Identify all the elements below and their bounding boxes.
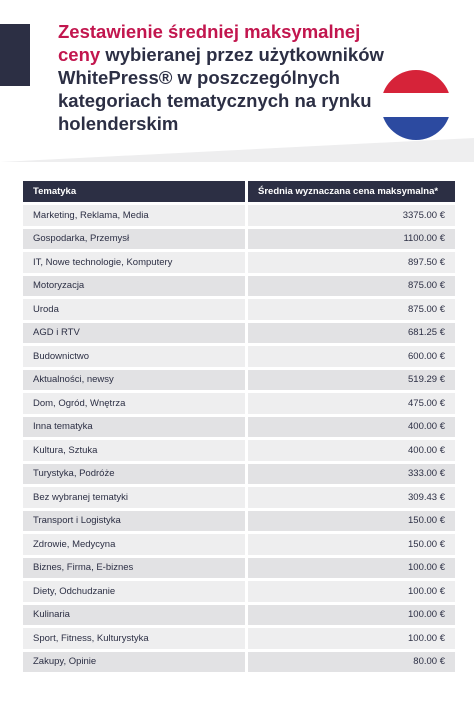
price-cell: 100.00 € — [245, 581, 455, 602]
table-row — [23, 534, 455, 555]
table-row — [23, 205, 455, 226]
price-cell: 333.00 € — [245, 464, 455, 485]
table-row — [23, 581, 455, 602]
decorative-block — [0, 24, 30, 86]
table-row — [23, 346, 455, 367]
price-cell: 150.00 € — [245, 511, 455, 532]
topic-cell: IT, Nowe technologie, Komputery — [23, 252, 245, 273]
table-row — [23, 393, 455, 414]
table-row — [23, 464, 455, 485]
topic-cell: Zakupy, Opinie — [23, 652, 245, 673]
header-topic: Tematyka — [23, 181, 245, 202]
page-title — [58, 20, 388, 135]
table-row — [23, 323, 455, 344]
topic-cell: Marketing, Reklama, Media — [23, 205, 245, 226]
price-table — [23, 178, 455, 675]
table-row — [23, 417, 455, 438]
table-row — [23, 299, 455, 320]
topic-cell: Dom, Ogród, Wnętrza — [23, 393, 245, 414]
price-cell: 600.00 € — [245, 346, 455, 367]
header-price: Średnia wyznaczana cena maksymalna* — [245, 181, 455, 202]
title-rest: wybieranej przez użytkowników WhitePress® w poszczególnych kategoriach tematycznych na rynku holenderskim — [58, 44, 384, 134]
price-cell: 100.00 € — [245, 558, 455, 579]
topic-cell: Inna tematyka — [23, 417, 245, 438]
topic-cell: AGD i RTV — [23, 323, 245, 344]
topic-cell: Budownictwo — [23, 346, 245, 367]
topic-cell: Kulinaria — [23, 605, 245, 626]
price-cell: 100.00 € — [245, 605, 455, 626]
price-cell: 519.29 € — [245, 370, 455, 391]
table-row — [23, 252, 455, 273]
table-row — [23, 370, 455, 391]
price-cell: 80.00 € — [245, 652, 455, 673]
price-cell: 875.00 € — [245, 299, 455, 320]
price-cell: 875.00 € — [245, 276, 455, 297]
table-header-row — [23, 181, 455, 202]
topic-cell: Biznes, Firma, E-biznes — [23, 558, 245, 579]
topic-cell: Gospodarka, Przemysł — [23, 229, 245, 250]
netherlands-flag-icon — [381, 70, 451, 140]
topic-cell: Bez wybranej tematyki — [23, 487, 245, 508]
table-row — [23, 652, 455, 673]
topic-cell: Zdrowie, Medycyna — [23, 534, 245, 555]
price-cell: 475.00 € — [245, 393, 455, 414]
topic-cell: Motoryzacja — [23, 276, 245, 297]
table-row — [23, 558, 455, 579]
table-row — [23, 605, 455, 626]
price-cell: 100.00 € — [245, 628, 455, 649]
price-cell: 1100.00 € — [245, 229, 455, 250]
topic-cell: Aktualności, newsy — [23, 370, 245, 391]
table-row — [23, 487, 455, 508]
price-cell: 400.00 € — [245, 417, 455, 438]
table-row — [23, 440, 455, 461]
topic-cell: Sport, Fitness, Kulturystyka — [23, 628, 245, 649]
topic-cell: Transport i Logistyka — [23, 511, 245, 532]
topic-cell: Uroda — [23, 299, 245, 320]
topic-cell: Kultura, Sztuka — [23, 440, 245, 461]
title-accent: Zestawienie średniej maksymalnej ceny — [58, 21, 361, 65]
table-row — [23, 276, 455, 297]
topic-cell: Turystyka, Podróże — [23, 464, 245, 485]
price-cell: 897.50 € — [245, 252, 455, 273]
price-cell: 309.43 € — [245, 487, 455, 508]
topic-cell: Diety, Odchudzanie — [23, 581, 245, 602]
price-cell: 681.25 € — [245, 323, 455, 344]
table-row — [23, 511, 455, 532]
price-cell: 150.00 € — [245, 534, 455, 555]
table-row — [23, 628, 455, 649]
price-cell: 3375.00 € — [245, 205, 455, 226]
price-cell: 400.00 € — [245, 440, 455, 461]
table-row — [23, 229, 455, 250]
